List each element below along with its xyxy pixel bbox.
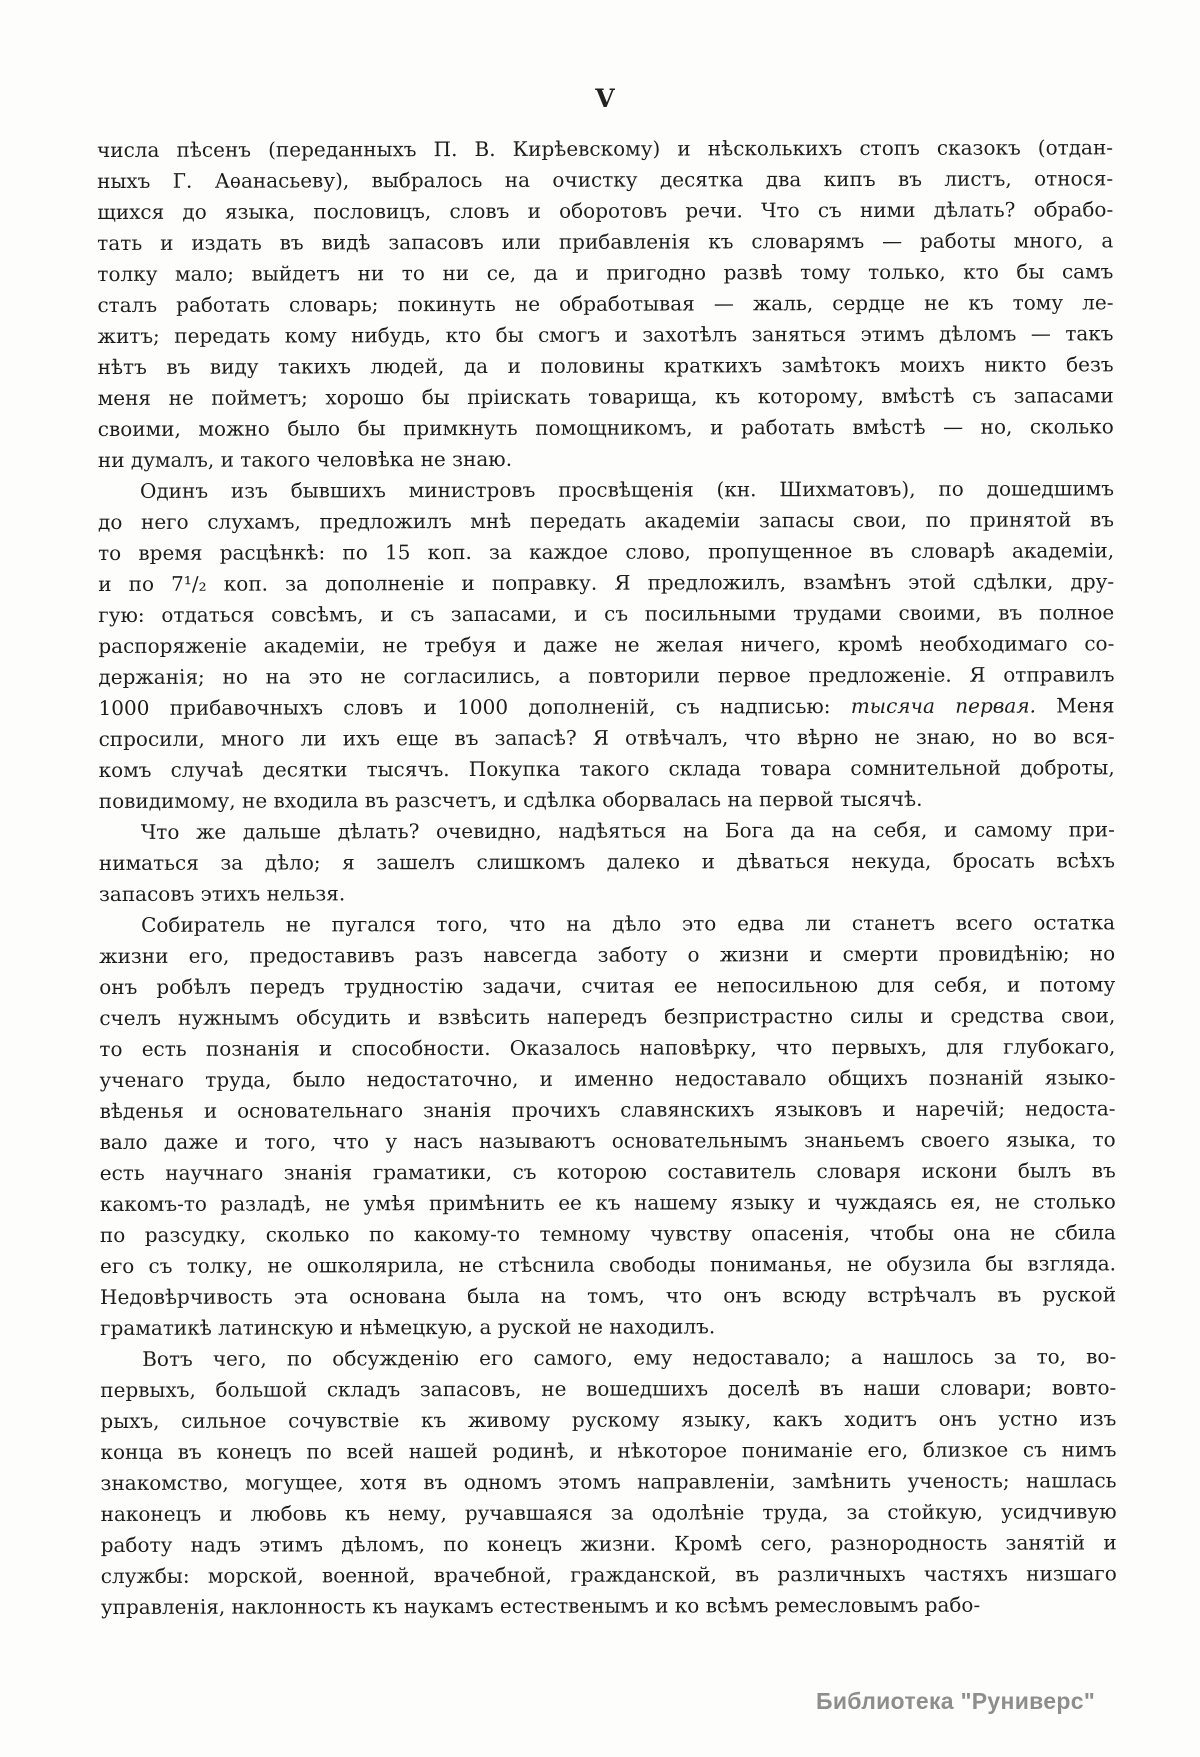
paragraph	[97, 132, 1114, 476]
text-line: запасовъ этихъ нельзя.	[98, 881, 346, 906]
text-line: ни думалъ, и такого человѣка не знаю.	[97, 446, 513, 472]
text-line: какомъ-то разладѣ, не умѣя примѣнить ее къ нашему языку и чуждаясь ея, не столько	[99, 1189, 1116, 1216]
paragraph	[99, 814, 1115, 910]
library-watermark: Библиотека "Руниверс"	[816, 1688, 1096, 1714]
text-line: гую: отдаться совсѣмъ, и съ запасами, и съ посильными трудами своими, въ полное	[98, 600, 1115, 627]
text-line: ученаго труда, было недостаточно, и именно недоставало общихъ познаній языко-	[99, 1065, 1116, 1092]
text-line: работу надъ этимъ дѣломъ, по конецъ жизни. Кромѣ сего, разнородность занятій и	[100, 1530, 1117, 1557]
text-line: вѣденья и основательнаго знанія прочихъ славянскихъ языковъ и наречій; недоста-	[99, 1096, 1116, 1123]
text-line: граматикѣ латинскую и нѣмецкую, а руской не находилъ.	[100, 1314, 716, 1340]
text-line: толку мало; выйдетъ ни то ни се, да и пригодно развѣ тому только, кто бы самъ	[97, 259, 1114, 286]
paragraph	[100, 1341, 1117, 1623]
plain-text: Меня	[1035, 693, 1115, 718]
text-line: нѣтъ въ виду такихъ людей, да и половины краткихъ замѣтокъ моихъ никто безъ	[97, 352, 1114, 379]
text-line: ныхъ Г. Аѳанасьеву), выбралось на очистку десятка два кипъ въ листъ, относя-	[97, 166, 1114, 193]
text-line	[98, 690, 1114, 724]
text-line: Что же дальше дѣлать? очевидно, надѣяться на Бога да на себя, и самому при-	[140, 817, 1115, 844]
text-line: своими, можно было бы примкнуть помощникомъ, и работать вмѣстѣ — но, сколько	[97, 414, 1114, 441]
text-line: сталъ работать словарь; покинуть не обработывая — жаль, сердце не къ тому ле-	[97, 290, 1114, 317]
text-line: управленія, наклонность къ наукамъ естественымъ и ко всѣмъ ремесловымъ рабо-	[100, 1592, 981, 1619]
text-line: щихся до языка, пословицъ, словъ и оборотовъ речи. Что съ ними дѣлать? обрабо-	[97, 197, 1114, 224]
text-line: держанія; но на это не согласились, а повторили первое предложеніе. Я отправилъ	[98, 662, 1115, 689]
text-line: распоряженіе академіи, не требуя и даже не желая ничего, кромѣ необходимаго со-	[98, 631, 1115, 658]
text-line: онъ робѣлъ передъ трудностію задачи, считая ее непосильною для себя, и потому	[99, 972, 1116, 999]
italic-text: тысяча первая.	[850, 693, 1036, 719]
text-line: меня не пойметъ; хорошо бы пріискать товарища, къ которому, вмѣстѣ съ запасами	[97, 383, 1114, 410]
text-line: житъ; передать кому нибудь, кто бы смогъ и захотѣлъ заняться этимъ дѣломъ — такъ	[97, 321, 1114, 348]
text-line: Вотъ чего, по обсужденію его самого, ему недоставало; а нашлось за то, во-	[142, 1344, 1117, 1371]
text-line: то есть познанія и способности. Оказалось наповѣрку, что первыхъ, для глубокаго,	[99, 1034, 1116, 1061]
text-line: конца въ конецъ по всей нашей родинѣ, и нѣкоторое пониманіе его, близкое съ нимъ	[100, 1437, 1117, 1464]
text-line: тать и издать въ видѣ запасовъ или прибавленія къ словарямъ — работы много, а	[97, 228, 1114, 255]
page-number: V	[595, 84, 615, 113]
text-line: Собиратель не пугался того, что на дѣло это едва ли станетъ всего остатка	[141, 910, 1116, 937]
plain-text: 1000 прибавочныхъ словъ и 1000 дополненій, съ надписью:	[98, 694, 851, 720]
text-line: жизни его, предоставивъ разъ навсегда заботу о жизни и смерти провидѣнію; но	[99, 941, 1116, 968]
text-line: первыхъ, большой складъ запасовъ, не вошедшихъ доселѣ въ наши словари; вовто-	[100, 1375, 1117, 1402]
text-line: повидимому, не входила въ разсчетъ, и сдѣлка оборвалась на первой тысячѣ.	[98, 786, 923, 813]
text-line: до него слухамъ, предложилъ мнѣ передать академіи запасы свои, по принятой въ	[97, 507, 1115, 534]
paragraph	[98, 473, 1115, 817]
text-line: спросили, много ли ихъ еще въ запасѣ? Я отвѣчалъ, что вѣрно не знаю, но во вся-	[98, 724, 1115, 751]
text-line: знакомство, могущее, хотя въ одномъ этомъ направленіи, замѣнить ученость; нашлась	[100, 1468, 1117, 1495]
text-line: числа пѣсенъ (переданныхъ П. В. Кирѣевскому) и нѣсколькихъ стопъ сказокъ (отдан-	[97, 135, 1114, 162]
text-line: то время расцѣнкѣ: по 15 коп. за каждое слово, пропущенное въ словарѣ академіи,	[98, 538, 1115, 565]
text-line: рыхъ, сильное сочувствіе къ живому рускому языку, какъ ходитъ онъ устно изъ	[100, 1406, 1117, 1433]
text-line: счелъ нужнымъ обсудить и взвѣсить напередъ безпристрастно силы и средства свои,	[99, 1003, 1116, 1030]
text-line: есть научнаго знанія граматики, съ которою составитель словаря искони былъ въ	[99, 1158, 1116, 1185]
text-line: комъ случаѣ десятки тысячъ. Покупка такого склада товара сомнительной доброты,	[98, 755, 1115, 782]
text-line: его съ толку, не ошколярила, не стѣснила свободы пониманья, не обузила бы взгляда.	[99, 1251, 1116, 1278]
text-block	[97, 132, 1117, 1623]
text-line: Одинъ изъ бывшихъ министровъ просвѣщенія (кн. Шихматовъ), по дошедшимъ	[139, 476, 1114, 503]
text-line: вало даже и того, что у насъ называютъ основательнымъ знаньемъ своего языка, то	[99, 1127, 1116, 1154]
text-line: наконецъ и любовь къ нему, ручавшаяся за одолѣніе труда, за стойкую, усидчивую	[100, 1499, 1117, 1526]
text-line: и по 7¹/₂ коп. за дополненіе и поправку. Я предложилъ, взамѣнъ этой сдѣлки, дру-	[98, 569, 1115, 596]
text-line: Недовѣрчивость эта основана была на томъ, что онъ всюду встрѣчалъ въ руской	[100, 1282, 1117, 1309]
text-line: ниматься за дѣло; я зашелъ слишкомъ далеко и дѣваться некуда, бросать всѣхъ	[98, 848, 1115, 875]
paragraph	[99, 907, 1116, 1344]
text-line: службы: морской, военной, врачебной, гражданской, въ различныхъ частяхъ низшаго	[100, 1561, 1117, 1588]
text-line: по разсудку, сколько по какому-то темному чувству опасенія, чтобы она не сбила	[99, 1220, 1116, 1247]
